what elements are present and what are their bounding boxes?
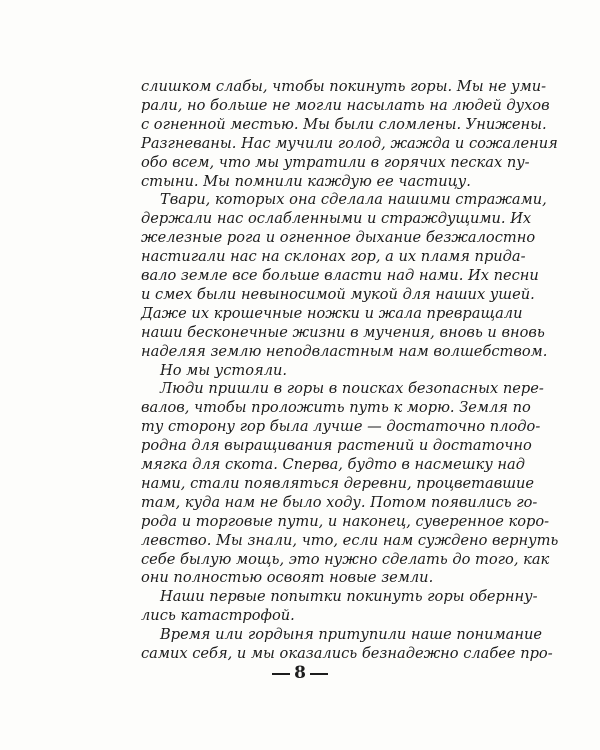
text-line: Люди пришли в горы в поисках безопасных пере- [160,380,544,398]
text-line: с огненной местью. Мы были сломлены. Унижены. [141,115,547,133]
page-number-value: 8 [294,663,306,683]
text-line: и смех были невыносимой мукой для наших ушей. [141,285,535,303]
text-line: они полностью освоят новые земли. [141,569,434,587]
text-line: слишком слабы, чтобы покинуть горы. Мы не уми- [141,78,547,95]
text-line: Время или гордыня притупили наше понимание [160,626,543,644]
text-line: левство. Мы знали, что, если нам суждено вернуть [141,531,559,549]
text-line: вало земле все больше власти над нами. Их песни [141,267,539,284]
text-line: железные рога и огненное дыхание безжалостно [141,229,536,247]
folio-dash-left [272,673,290,675]
text-line: Но мы устояли. [160,361,288,379]
text-line: самих себя, и мы оказались безнадежно слабее про- [141,645,553,662]
text-line: родна для выращивания растений и достаточно [141,437,532,455]
text-line: валов, чтобы проложить путь к морю. Земля по [141,399,531,417]
text-line: обо всем, что мы утратили в горячих песках пу- [141,153,530,171]
text-line: держали нас ослабленными и страждущими. Их [141,210,532,228]
text-line: себе былую мощь, это нужно сделать до того, как [141,550,550,568]
text-line: наши бесконечные жизни в мучения, вновь и вновь [141,323,545,341]
text-line: наделяя землю неподвластным нам волшебством. [141,342,548,360]
text-line: рали, но больше не могли насылать на людей духов [141,96,550,114]
text-line: Даже их крошечные ножки и жала превращали [141,304,523,322]
text-line: стыни. Мы помнили каждую ее частицу. [141,172,471,190]
text-line: рода и торговые пути, и наконец, суверенное коро- [141,512,550,530]
text-line: мягка для скота. Сперва, будто в насмешку над [141,456,525,473]
text-line: ту сторону гор была лучше — достаточно плодо- [141,418,541,436]
page-number [0,660,600,686]
folio-dash-right [310,673,328,675]
text-line: там, куда нам не было ходу. Потом появились го- [141,493,538,511]
text-line: нами, стали появляться деревни, процветавшие [141,474,535,492]
text-line: настигали нас на склонах гор, а их пламя прида- [141,248,526,266]
text-line: Разгневаны. Нас мучили голод, жажда и сожаления [141,134,558,152]
text-line: Твари, которых она сделала нашими стражами, [160,191,547,209]
text-line: лись катастрофой. [141,607,295,625]
text-line: Наши первые попытки покинуть горы обернну- [160,588,538,606]
